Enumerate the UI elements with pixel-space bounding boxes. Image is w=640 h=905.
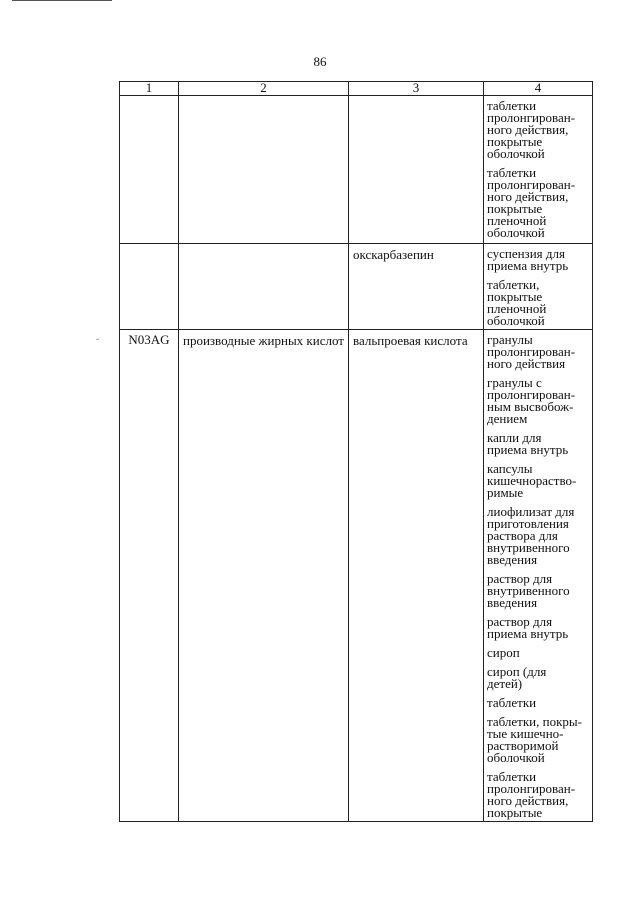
dosage-form-entry [487, 377, 589, 425]
dosage-form-entry [487, 279, 589, 327]
dosage-form-entry [487, 573, 589, 609]
dosage-form-line: внутривенного [487, 540, 570, 555]
dosage-form-line: гранулы с [487, 375, 542, 390]
dosage-form-line: покрытые [487, 289, 543, 304]
dosage-form-line: ным высвобож- [487, 399, 574, 414]
dosage-form-line: ного действия, [487, 189, 569, 204]
dosage-form-line: введения [487, 595, 538, 610]
column-header-1: 1 [120, 82, 179, 96]
dosage-forms-cell [484, 244, 593, 330]
dosage-form-entry [487, 771, 589, 819]
column-header-3: 3 [349, 82, 484, 96]
dosage-form-line: оболочкой [487, 146, 545, 161]
dosage-form-line: таблетки, покры- [487, 714, 582, 729]
dosage-form-line: покрытые [487, 201, 543, 216]
dosage-form-line: пленочной [487, 213, 547, 228]
group-cell [179, 96, 349, 244]
substance-cell [349, 96, 484, 244]
dosage-form-line: оболочкой [487, 313, 545, 328]
dosage-form-line: таблетки, [487, 277, 540, 292]
dosage-form-line: суспензия для [487, 246, 565, 261]
dosage-form-line: дением [487, 411, 528, 426]
dosage-form-entry [487, 463, 589, 499]
dosage-form-line: капли для [487, 430, 542, 445]
dosage-form-entry [487, 167, 589, 239]
dosage-form-entry [487, 697, 589, 709]
dosage-form-line: раствор для [487, 571, 553, 586]
dosage-form-line: растворимой [487, 738, 559, 753]
dosage-form-line: введения [487, 552, 538, 567]
dosage-form-line: покрытые [487, 805, 543, 820]
dosage-form-line: приготовления [487, 516, 569, 531]
dosage-form-line: приема внутрь [487, 258, 569, 273]
dosage-form-line: детей) [487, 676, 523, 691]
dosage-form-line: пролонгирован- [487, 781, 576, 796]
dosage-form-line: сироп [487, 645, 520, 660]
dosage-form-line: кишечнораство- [487, 473, 577, 488]
page-number: 86 [313, 54, 327, 69]
dosage-form-line: пролонгирован- [487, 344, 576, 359]
dosage-form-line: таблетки [487, 695, 537, 710]
dosage-form-entry [487, 716, 589, 764]
atc-code-cell: N03AG [120, 330, 179, 822]
dosage-form-line: таблетки [487, 165, 537, 180]
dosage-form-line: таблетки [487, 769, 537, 784]
dosage-form-line: пролонгирован- [487, 177, 576, 192]
medication-table [119, 81, 593, 822]
table-row [120, 96, 593, 244]
dosage-form-line: пролонгирован- [487, 110, 576, 125]
dosage-form-line: капсулы [487, 461, 533, 476]
group-cell: производные жирных кислот [179, 330, 349, 822]
dosage-form-line: внутривенного [487, 583, 570, 598]
dosage-form-line: пролонгирован- [487, 387, 576, 402]
column-header-4: 4 [484, 82, 593, 96]
dosage-form-line: римые [487, 485, 524, 500]
table-row [120, 330, 593, 822]
dosage-form-entry [487, 616, 589, 640]
dosage-form-line: приема внутрь [487, 626, 569, 641]
dosage-form-line: оболочкой [487, 750, 545, 765]
dosage-form-line: ного действия [487, 356, 566, 371]
substance-cell: окскарбазепин [349, 244, 484, 330]
group-cell [179, 244, 349, 330]
dosage-form-entry [487, 100, 589, 160]
dosage-form-line: сироп (для [487, 664, 547, 679]
dosage-form-line: лиофилизат для [487, 504, 575, 519]
dosage-form-line: гранулы [487, 332, 533, 347]
column-header-2: 2 [179, 82, 349, 96]
dosage-form-line: оболочкой [487, 225, 545, 240]
dosage-form-entry [487, 334, 589, 370]
dosage-forms-cell [484, 330, 593, 822]
dosage-form-line: покрытые [487, 134, 543, 149]
dosage-form-line: раствор для [487, 614, 553, 629]
margin-tick: ˘ [96, 338, 100, 349]
dosage-form-line: пленочной [487, 301, 547, 316]
dosage-form-line: ного действия, [487, 122, 569, 137]
dosage-forms-cell [484, 96, 593, 244]
dosage-form-line: таблетки [487, 98, 537, 113]
column-header-row [120, 82, 593, 96]
dosage-form-line: ного действия, [487, 793, 569, 808]
substance-cell: вальпроевая кислота [349, 330, 484, 822]
dosage-form-line: раствора для [487, 528, 558, 543]
dosage-form-line: тые кишечно- [487, 726, 564, 741]
dosage-form-entry [487, 666, 589, 690]
atc-code-cell [120, 96, 179, 244]
dosage-form-entry [487, 432, 589, 456]
dosage-form-entry [487, 647, 589, 659]
scan-edge-mark [12, 0, 112, 5]
dosage-form-line: приема внутрь [487, 442, 569, 457]
atc-code-cell [120, 244, 179, 330]
dosage-form-entry [487, 248, 589, 272]
table-row [120, 244, 593, 330]
dosage-form-entry [487, 506, 589, 566]
